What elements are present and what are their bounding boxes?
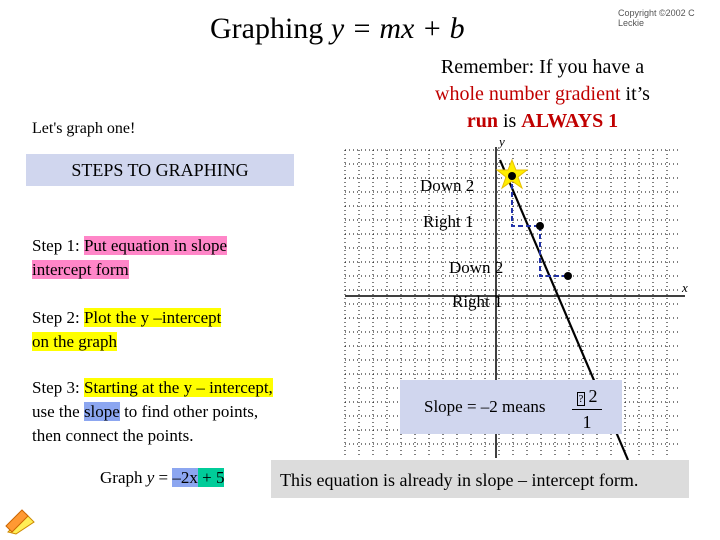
step-1-text-cont: intercept form <box>32 260 129 279</box>
point-2 <box>536 222 544 230</box>
x-axis-label: x <box>682 280 688 295</box>
label-down-2-second: Down 2 <box>449 258 504 277</box>
graph-eq-y: y <box>146 468 155 487</box>
title-prefix: Graphing <box>210 12 331 45</box>
slope-numerator-value: 2 <box>588 386 598 406</box>
label-right-1-first: Right 1 <box>423 212 474 231</box>
step-1-label: Step 1: <box>32 236 80 255</box>
remember-line1: Remember: If you have a <box>440 56 645 78</box>
graph-eq-prefix: Graph <box>100 468 147 487</box>
slope-fraction-numerator <box>572 386 602 407</box>
step-3-text-cont: then connect the points. <box>32 426 194 445</box>
slope-fraction-denominator: 1 <box>582 412 592 432</box>
title-equation: y = mx + b <box>330 12 465 45</box>
steps-heading: STEPS TO GRAPHING <box>26 154 294 186</box>
step-1-text: Put equation in slope <box>83 236 228 255</box>
graph-eq-intercept: + 5 <box>197 468 225 487</box>
step-3-slope-word: slope <box>83 402 120 421</box>
step-2-text-cont: on the graph <box>32 332 117 351</box>
graph-eq-equals: = <box>154 468 173 487</box>
label-right-1-second: Right 1 <box>452 292 503 311</box>
lets-graph-text: Let's graph one! <box>32 120 136 137</box>
point-y-intercept <box>508 172 516 180</box>
step-3-text: Starting at the y – intercept, <box>83 378 273 397</box>
already-note-text: This equation is already in slope – intercept form. <box>280 470 639 490</box>
step-2-label: Step 2: <box>32 308 80 327</box>
fraction-bar <box>572 409 602 410</box>
copyright-notice: Copyright ©2002 C Leckie <box>618 8 695 28</box>
remember-gradient: whole number gradient <box>435 83 621 105</box>
remember-run: run <box>466 110 498 132</box>
y-axis-label: y <box>499 134 505 149</box>
point-3 <box>564 272 572 280</box>
step-3-rest: to find other points, <box>119 402 259 421</box>
label-down-2-first: Down 2 <box>420 176 475 195</box>
remember-its: it’s <box>620 83 650 105</box>
slope-note-text: Slope = –2 means <box>424 397 546 416</box>
step-2-text: Plot the y –intercept <box>83 308 222 327</box>
missing-glyph-icon: ? <box>578 393 584 405</box>
remember-is: is <box>497 110 522 132</box>
step-3-label: Step 3: <box>32 378 80 397</box>
remember-always: ALWAYS 1 <box>521 110 619 132</box>
sticky-note-icon <box>4 504 36 536</box>
slope-fraction <box>572 386 602 433</box>
graph-eq-coefficient: –2x <box>172 468 198 487</box>
step-3-use-the: use the <box>32 402 84 421</box>
